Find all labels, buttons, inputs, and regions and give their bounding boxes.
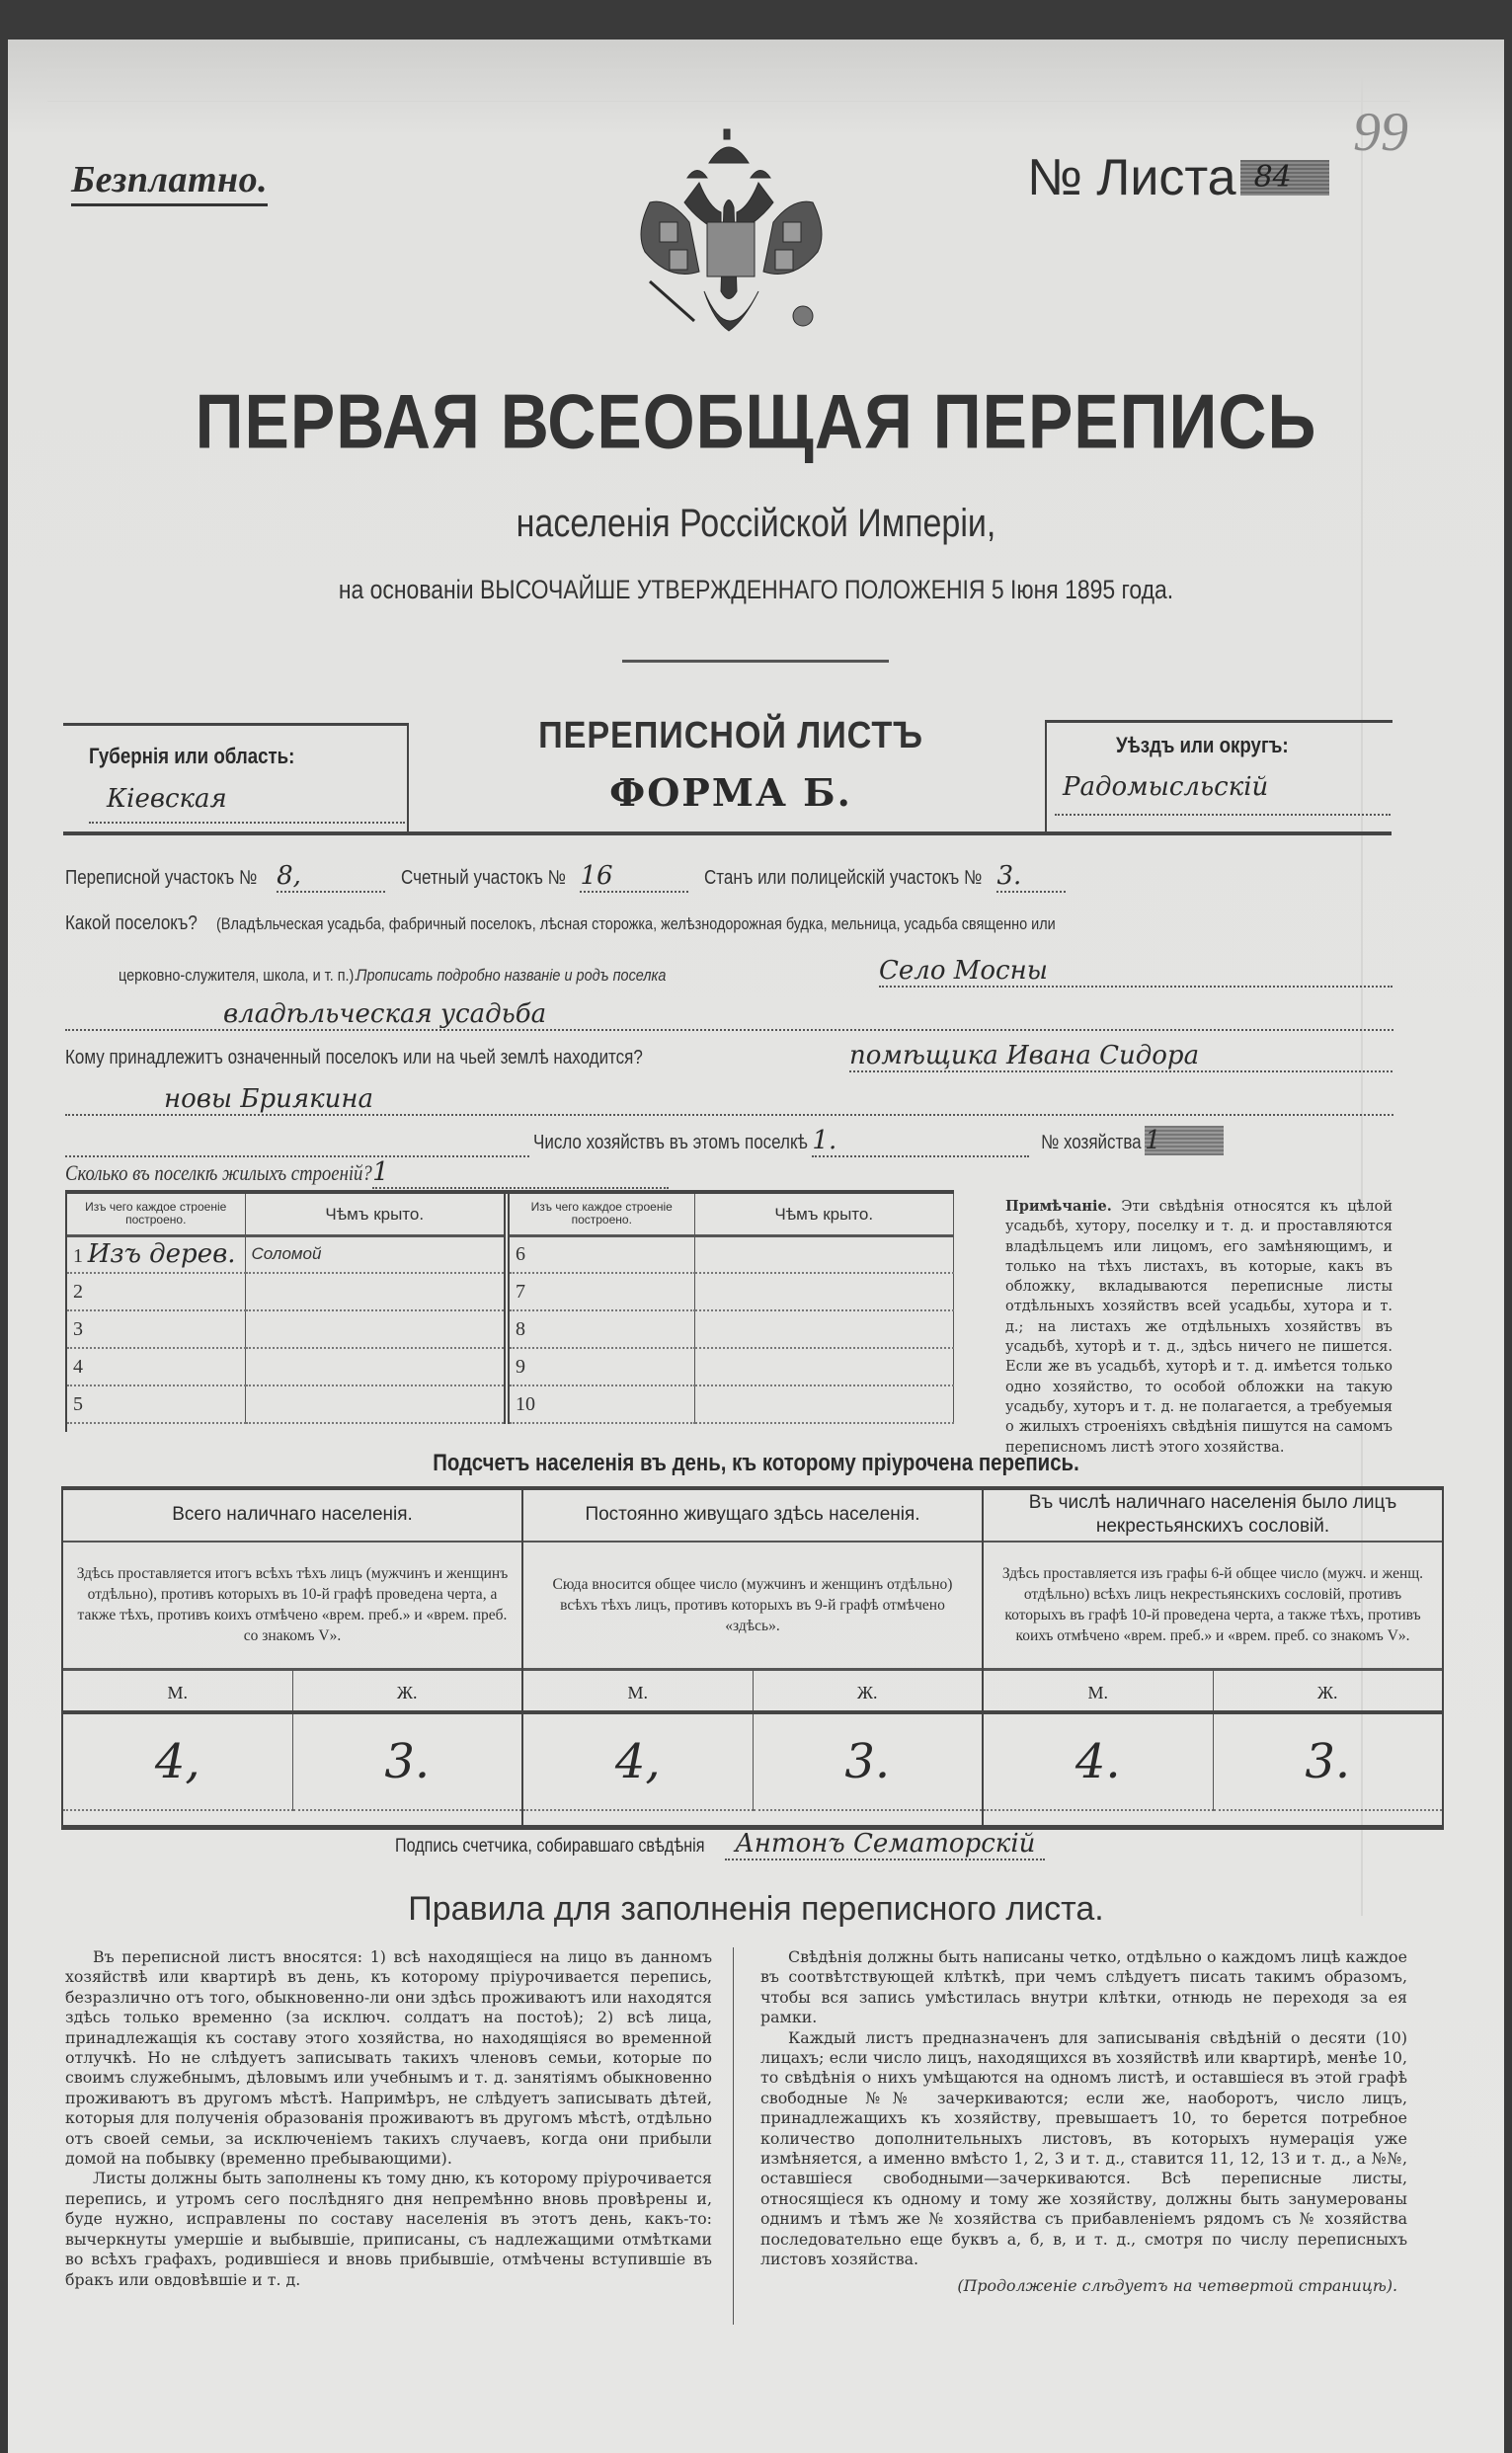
- table-cell[interactable]: 2: [67, 1273, 245, 1310]
- settlement-question: Какой поселокъ?: [65, 912, 198, 934]
- table-cell[interactable]: 3: [67, 1310, 245, 1348]
- female-count-field[interactable]: 3.: [754, 1714, 983, 1811]
- table-cell[interactable]: 9: [507, 1348, 694, 1385]
- table-cell[interactable]: 6: [507, 1235, 694, 1273]
- archive-page-number: 99: [1353, 102, 1408, 163]
- divider: [63, 831, 1392, 835]
- female-label: Ж.: [856, 1683, 878, 1702]
- double-headed-eagle-icon: [630, 123, 833, 351]
- sheet-number-label: № Листа: [1027, 149, 1236, 206]
- uezd-field[interactable]: Радомысльскій: [1055, 772, 1391, 816]
- sheet-number: [1027, 148, 1329, 207]
- roof-cell[interactable]: [245, 1310, 507, 1348]
- tally-sex-header: [984, 1671, 1442, 1714]
- uezd-label: Уѣздъ или округъ:: [1116, 733, 1289, 757]
- bleed-through-rule: [47, 69, 1410, 71]
- note-paragraph: [1005, 1197, 1393, 1458]
- roof-cell[interactable]: [245, 1273, 507, 1310]
- tally-column-header: Всего наличнаго населенія.: [63, 1490, 521, 1543]
- rules-paragraph: Каждый листъ предназначенъ для записыванія свѣдѣній о десяти (10) лицахъ; если число лицъ, находящихся въ хозяйствѣ или квартирѣ, менѣе 10, то свѣдѣнія о нихъ умѣщаются на одномъ листѣ, и оставшіеся въ этой графѣ свободные №№ зачеркиваются; если же, наоборотъ, число лицъ, принадлежащихъ къ хозяйству, превышаетъ 10, то берется потребное количество дополнительныхъ листовъ, въ которыхъ нумерація уже измѣняется, а именно вмѣсто 1, 2, 3 и т. д., ставится 11, 12, 13 и т. д., а №№, оставшіеся свободными—зачеркиваются. Всѣ переписные листы, относящіеся къ одному и тому же хозяйству, должны быть занумерованы однимъ и тѣмъ же № хозяйства съ прибавленіемъ рядомъ съ № хозяйства последовательно еще буквъ а, б, в, и т. д., смотря по числу переписныхъ листовъ хозяйства.: [760, 2027, 1407, 2269]
- female-label: Ж.: [1316, 1683, 1338, 1702]
- page-title: ПЕРВАЯ ВСЕОБЩАЯ ПЕРЕПИСЬ: [195, 378, 1317, 465]
- table-cell[interactable]: 8: [507, 1310, 694, 1348]
- page-subtitle: населенія Россійской Имперіи,: [516, 502, 996, 545]
- settlement-hint-line: [119, 964, 720, 987]
- free-of-charge-label: Безплатно.: [71, 158, 268, 206]
- column-header: Чѣмъ крыто.: [694, 1194, 954, 1235]
- bleed-through-rule: [47, 101, 1410, 102]
- sheet-number-value: 84: [1240, 160, 1329, 196]
- table-row: [67, 1235, 954, 1273]
- households-line: [533, 1126, 1224, 1157]
- tally-column-description: Здѣсь проставляется итогъ всѣхъ тѣхъ лицъ (мужчинъ и женщинъ отдѣльно), противъ которыхъ въ 10-й графѣ проведена черта, а также тѣхъ, противъ коихъ отмѣчено «врем. преб.» и «врем. преб. со знакомъ V».: [63, 1543, 521, 1671]
- rules-right-column: [760, 1947, 1407, 2296]
- households-label: Число хозяйствъ въ этомъ поселкѣ: [533, 1132, 808, 1153]
- table-cell[interactable]: 10: [507, 1385, 694, 1423]
- rules-title: Правила для заполненія переписного листа.: [408, 1890, 1104, 1928]
- tally-column-non-peasant: [984, 1490, 1442, 1825]
- district-line: [65, 861, 1066, 893]
- table-header-row: [67, 1194, 954, 1235]
- continuation-note: (Продолженіе слѣдуетъ на четвертой страницѣ).: [957, 2275, 1397, 2295]
- table-cell[interactable]: 5: [67, 1385, 245, 1423]
- roof-cell[interactable]: [694, 1348, 954, 1385]
- table-cell[interactable]: 4: [67, 1348, 245, 1385]
- buildings-table: [65, 1190, 954, 1432]
- settlement-hint-2: церковно-служителя, школа, и т. п.).: [119, 966, 358, 985]
- divider: [622, 660, 889, 663]
- owner-field-1[interactable]: помѣщика Ивана Сидора: [849, 1041, 1393, 1072]
- material-value: Изъ дерев.: [87, 1239, 236, 1270]
- rules-paragraph: Свѣдѣнія должны быть написаны четко, отдѣльно о каждомъ лицѣ каждое въ соотвѣтствующей клѣткѣ, при чемъ слѣдуетъ писать такимъ образомъ, чтобы вся запись умѣстилась внутри клѣтки, отнюдь не переходя за ея рамки.: [760, 1947, 1407, 2027]
- guberniya-field[interactable]: Кіевская: [89, 784, 405, 824]
- male-count-field[interactable]: 4,: [63, 1714, 293, 1811]
- tally-column-header: Въ числѣ наличнаго населенія было лицъ некрестьянскихъ сословій.: [984, 1490, 1442, 1543]
- decree-line: на основаніи ВЫСОЧАЙШЕ УТВЕРЖДЕННАГО ПОЛОЖЕНІЯ 5 Іюня 1895 года.: [338, 575, 1174, 604]
- tally-values: [63, 1714, 521, 1825]
- note-label: Примѣчаніе.: [1005, 1198, 1112, 1215]
- population-tally-table: [61, 1486, 1444, 1830]
- settlement-question-line: [65, 912, 1204, 935]
- table-cell[interactable]: 7: [507, 1273, 694, 1310]
- table-row: [67, 1385, 954, 1423]
- tally-column-description: Сюда вносится общее число (мужчинъ и женщинъ отдѣльно) всѣхъ тѣхъ лицъ, противъ которыхъ въ 9-й графѣ отмѣчено «здѣсь».: [523, 1543, 982, 1671]
- rules-paragraph: Листы должны быть заполнены къ тому дню, къ которому пріурочивается перепись, и утромъ сего послѣдняго дня непремѣнно вновь провѣрены и, буде нужно, исправлены по составу населенія въ этотъ день, какъ-то: вычеркнуты умершіе и выбывшіе, приписаны, съ надлежащими отмѣтками во всѣхъ графахъ, родившіеся и вновь прибывшіе, отмѣчены вступившіе въ бракъ или овдовѣвшіе и т. д.: [65, 2169, 712, 2289]
- rules-left-column: [65, 1947, 712, 2290]
- male-label: М.: [523, 1671, 754, 1710]
- rules-paragraph: Въ переписной листъ вносятся: 1) всѣ находящіеся на лицо въ данномъ хозяйствѣ или квартирѣ въ день, къ которому пріурочивается перепись, безразлично отъ того, обыкновенно-ли они здѣсь проживаютъ или находятся здѣсь только временно (за исключ. солдатъ на постоѣ); 2) всѣ лица, принадлежащія къ составу этого хозяйства, но находящіяся во временной отлучкѣ. Но не слѣдуетъ записывать такихъ членовъ семьи, которые по своимъ служебнымъ, дѣловымъ или учебнымъ и т. д. занятіямъ обыкновенно проживаютъ въ другомъ мѣстѣ. Напримѣръ, не слѣдуетъ записывать дѣтей, которыя для полученія образованія проживаютъ въ другомъ мѣстѣ, отдѣльно отъ своей семьи, за исключеніемъ такихъ случаевъ, когда они прибыли домой на побывку (временно пребывающими).: [65, 1947, 712, 2169]
- household-no-field[interactable]: 1: [1145, 1126, 1224, 1155]
- buildings-label: Сколько въ поселкѣ жилыхъ строеній?: [65, 1160, 372, 1185]
- column-header: Чѣмъ крыто.: [245, 1194, 507, 1235]
- stan-label: Станъ или полицейскій участокъ №: [704, 867, 983, 889]
- table-row: [67, 1310, 954, 1348]
- households-field[interactable]: 1.: [812, 1126, 1029, 1157]
- note-text: Эти свѣдѣнія относятся къ цѣлой усадьбѣ, хутору, поселку и т. д. и проставляются владѣльцемъ или лицомъ, его замѣняющимъ, и только на тѣхъ листахъ, въ которые, какъ въ обложку, вкладываются переписные листы отдѣльныхъ хозяйствъ всей усадьбы, хутора и т. д.; на листахъ же отдѣльныхъ хозяйствъ въ усадьбѣ, хуторѣ и т. д., здѣсь ничего не пишется. Если же въ усадьбѣ, хуторѣ и т. д. имѣется только одно хозяйство, то особой обложки на такую усадьбу, хуторъ и т. д. не полагается, а требуемыя о жилыхъ строеніяхъ свѣдѣнія пишутся на самомъ переписномъ листѣ этого хозяйства.: [1005, 1199, 1393, 1456]
- female-count-field[interactable]: 3.: [1214, 1714, 1443, 1811]
- male-label: М.: [63, 1671, 293, 1710]
- household-no-label: № хозяйства: [1040, 1132, 1142, 1153]
- tally-values: [984, 1714, 1442, 1825]
- divider: [1047, 720, 1393, 723]
- tally-title: Подсчетъ населенія въ день, къ которому пріурочена перепись.: [433, 1450, 1079, 1476]
- tally-column-present: [63, 1490, 523, 1825]
- tally-column-permanent: [523, 1490, 984, 1825]
- female-count-field[interactable]: 3.: [293, 1714, 522, 1811]
- roof-cell[interactable]: [694, 1310, 954, 1348]
- table-row: [67, 1273, 954, 1310]
- tally-column-description: Здѣсь проставляется изъ графы 6-й общее число (мужч. и женщ. отдѣльно) всѣхъ лицъ некрестьянскихъ сословій, противъ которыхъ въ графѣ 10-й проведена черта, а также тѣхъ, противъ коихъ отмѣчено «врем. преб.» и «врем. преб. со знакомъ V».: [984, 1543, 1442, 1671]
- owner-field-2[interactable]: новы Бриякина: [65, 1084, 1393, 1116]
- male-count-field[interactable]: 4,: [523, 1714, 754, 1811]
- roof-cell[interactable]: [694, 1385, 954, 1423]
- male-label: М.: [984, 1671, 1214, 1710]
- census-district-label: Переписной участокъ №: [65, 867, 258, 889]
- roof-cell[interactable]: Соломой: [245, 1235, 507, 1273]
- tally-column-header: Постоянно живущаго здѣсь населенія.: [523, 1490, 982, 1543]
- guberniya-label: Губернія или область:: [89, 744, 295, 768]
- settlement-field-2[interactable]: владѣльческая усадьба: [65, 999, 1393, 1031]
- owner-question: Кому принадлежитъ означенный поселокъ или на чьей землѣ находится?: [65, 1047, 643, 1068]
- buildings-field[interactable]: 1: [372, 1157, 669, 1189]
- table-row: [67, 1348, 954, 1385]
- buildings-line: [65, 1157, 669, 1189]
- roof-cell[interactable]: [245, 1385, 507, 1423]
- roof-cell[interactable]: [694, 1273, 954, 1310]
- counting-district-field[interactable]: 16: [580, 861, 688, 893]
- enumerator-signature-line: [395, 1829, 1045, 1859]
- divider: [63, 723, 409, 726]
- settlement-hint: (Владѣльческая усадьба, фабричный поселокъ, лѣсная сторожка, желѣзнодорожная будка, мельница, усадьба священно или: [215, 914, 1056, 933]
- signature-field[interactable]: Антонъ Сематорскій: [725, 1829, 1045, 1860]
- table-cell[interactable]: 1 Изъ дерев.: [67, 1235, 245, 1273]
- form-header-band: [59, 711, 1452, 839]
- tally-sex-header: [523, 1671, 982, 1714]
- column-header: Изъ чего каждое строеніе построено.: [507, 1194, 694, 1235]
- blank-field[interactable]: [65, 1136, 529, 1157]
- stan-field[interactable]: 3.: [996, 861, 1066, 893]
- tally-values: [523, 1714, 982, 1825]
- form-subtitle: ФОРМА Б.: [609, 770, 852, 815]
- settlement-instruction: Прописать подробно названіе и родъ поселка: [356, 966, 667, 985]
- column-divider: [733, 1947, 734, 2325]
- divider: [407, 723, 409, 833]
- female-label: Ж.: [396, 1683, 418, 1702]
- settlement-field-1[interactable]: Село Мосны: [879, 956, 1393, 988]
- roof-cell[interactable]: [245, 1348, 507, 1385]
- roof-cell[interactable]: [694, 1235, 954, 1273]
- tally-sex-header: [63, 1671, 521, 1714]
- signature-label: Подпись счетчика, собиравшаго свѣдѣнія: [395, 1836, 705, 1857]
- male-count-field[interactable]: 4.: [984, 1714, 1214, 1811]
- form-title: ПЕРЕПИСНОЙ ЛИСТЪ: [538, 715, 923, 756]
- census-district-field[interactable]: 8,: [277, 861, 385, 893]
- column-header: Изъ чего каждое строеніе построено.: [67, 1194, 245, 1235]
- owner-question-line: [65, 1047, 745, 1069]
- counting-district-label: Счетный участокъ №: [400, 867, 566, 889]
